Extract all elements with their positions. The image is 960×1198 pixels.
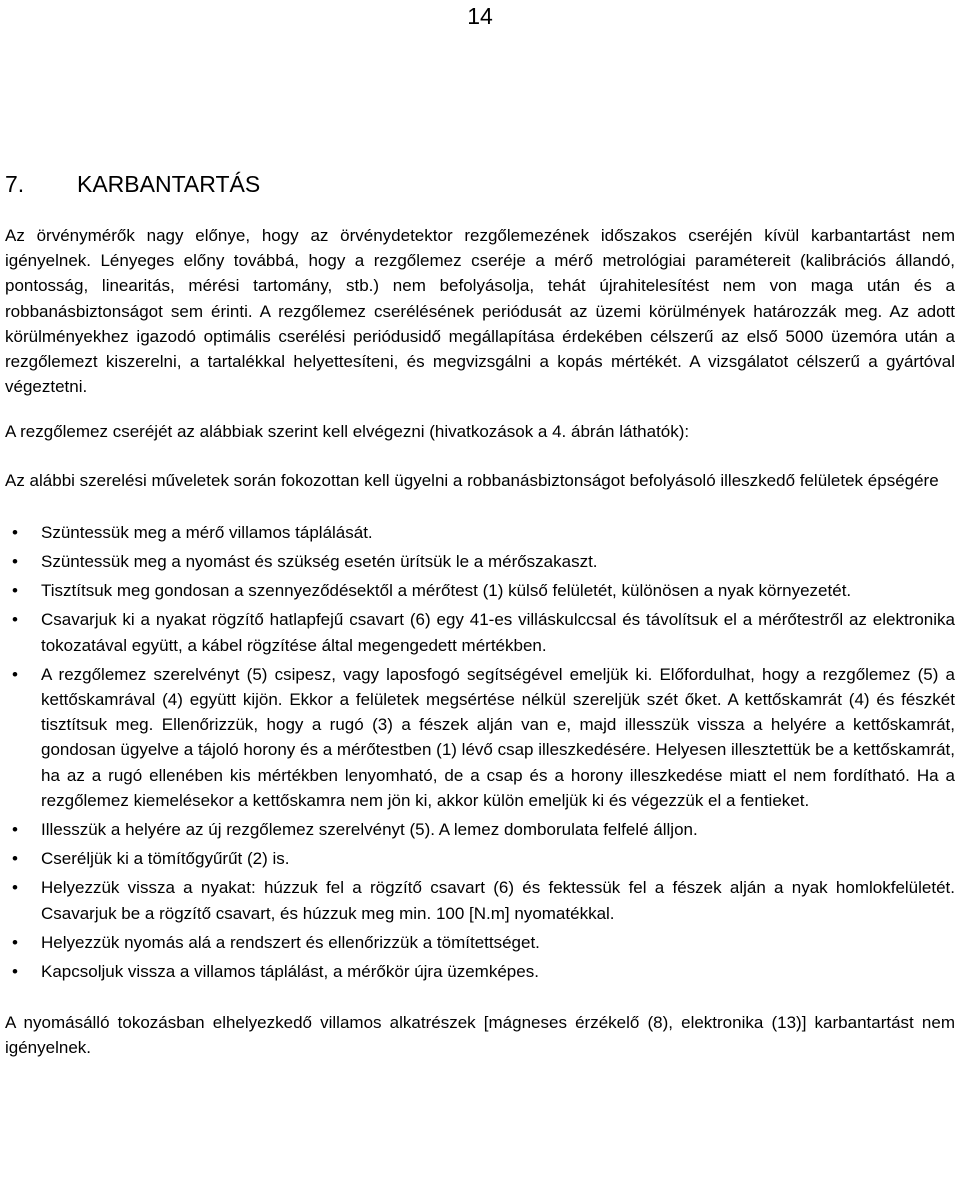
step-text: A rezgőlemez szerelvényt (5) csipesz, vagy laposfogó segítségével emeljük ki. Előfordulhat, hogy a rezgőlemez (5) a kettőskamrával (4) együtt kijön. Ekkor a felületek megsértése nélkül szereljük szét őket. A kettőskamrát (4) és fészkét tisztítsuk meg. Ellenőrizzük, hogy a rugó (3) a fészek alján van e, majd illesszük vissza a helyére a kettőskamrát, gondosan ügyelve a tájoló horony és a mérőtestben (1) lévő csap illeszkedésére. Helyesen illesztettük be a kettőskamrát, ha az a rugó ellenében kis mértékben lenyomható, de a csap és a horony illeszkedése miatt el nem fordítható. Ha a rezgőlemez kiemelésekor a kettőskamra nem jön ki, akkor külön emeljük ki és végezzük el a fentieket. (41, 664, 955, 810)
caution-paragraph: Az alábbi szerelési műveletek során fokozottan kell ügyelni a robbanásbiztonságot befolyásoló illeszkedő felületek épségére (5, 470, 939, 490)
step-text: Illesszük a helyére az új rezgőlemez szerelvényt (5). A lemez domborulata felfelé álljon. (41, 820, 698, 840)
list-item (5, 817, 955, 842)
bullet-icon: • (12, 522, 18, 542)
intro-paragraph: Az örvénymérők nagy előnye, hogy az örvénydetektor rezgőlemezének időszakos cseréjén kívül karbantartást nem igényelnek. Lényeges előny továbbá, hogy a rezgőlemez cseréje a mérő metrológiai paramétereit (kalibrációs állandó, pontosság, linearitás, mérési tartomány, stb.) nem befolyásolja, tehát újrahitelesítést nem von maga után és a robbanásbiztonságot sem érinti. A rezgőlemez cserélésének periódusát az üzemi körülmények határozzák meg. Az adott körülményekhez igazodó optimális cserélési periódusidő megállapítása érdekében célszerű az első 5000 üzemóra után a rezgőlemezt kiszerelni, a tartalékkal helyettesíteni, és megvizsgálni a kopás mértékét. A vizsgálatot célszerű a gyártóval végeztetni. (5, 226, 955, 397)
step-text: Szüntessük meg a mérő villamos táplálását. (41, 522, 373, 542)
list-item (5, 846, 955, 871)
list-item (5, 549, 955, 574)
step-text: Helyezzük nyomás alá a rendszert és ellenőrizzük a tömítettséget. (41, 932, 540, 952)
list-item (5, 607, 955, 657)
bullet-icon: • (12, 820, 18, 840)
bullet-icon: • (12, 664, 18, 684)
section-number: 7. (5, 171, 25, 197)
section-title: KARBANTARTÁS (77, 171, 261, 197)
bullet-icon: • (12, 849, 18, 869)
step-text: Helyezzük vissza a nyakat: húzzuk fel a rögzítő csavart (6) és fektessük fel a fészek alján a nyak homlokfelületét. Csavarjuk be a rögzítő csavart, és húzzuk meg min. 100 [N.m] nyomatékkal. (41, 878, 955, 923)
step-text: Kapcsoljuk vissza a villamos táplálást, a mérőkör újra üzemképes. (41, 962, 539, 982)
list-item (5, 959, 955, 984)
maintenance-steps-list (5, 520, 955, 984)
list-item (5, 930, 955, 955)
section-heading (5, 169, 260, 199)
step-text: Tisztítsuk meg gondosan a szennyeződésektől a mérőtest (1) külső felületét, különösen a nyak környezetét. (41, 581, 852, 601)
list-item (5, 875, 955, 925)
list-item (5, 662, 955, 813)
step-text: Csavarjuk ki a nyakat rögzítő hatlapfejű csavart (6) egy 41-es villáskulccsal és távolítsuk el a mérőtestről az elektronika tokozatával együtt, a kábel rögzítése által megengedett mértékben. (41, 610, 955, 655)
bullet-icon: • (12, 581, 18, 601)
closing-paragraph: A nyomásálló tokozásban elhelyezkedő villamos alkatrészek [mágneses érzékelő (8), elektronika (13)] karbantartást nem igényelnek. (5, 1013, 955, 1058)
procedure-paragraph: A rezgőlemez cseréjét az alábbiak szerint kell elvégezni (hivatkozások a 4. ábrán láthatók): (5, 422, 690, 442)
step-text: Szüntessük meg a nyomást és szükség esetén ürítsük le a mérőszakaszt. (41, 552, 598, 572)
list-item (5, 578, 955, 603)
bullet-icon: • (12, 932, 18, 952)
bullet-icon: • (12, 552, 18, 572)
list-item (5, 520, 955, 545)
bullet-icon: • (12, 962, 18, 982)
page-number: 14 (467, 3, 493, 29)
step-text: Cseréljük ki a tömítőgyűrűt (2) is. (41, 849, 290, 869)
document-body (5, 223, 955, 1061)
bullet-icon: • (12, 610, 18, 630)
bullet-icon: • (12, 878, 18, 898)
